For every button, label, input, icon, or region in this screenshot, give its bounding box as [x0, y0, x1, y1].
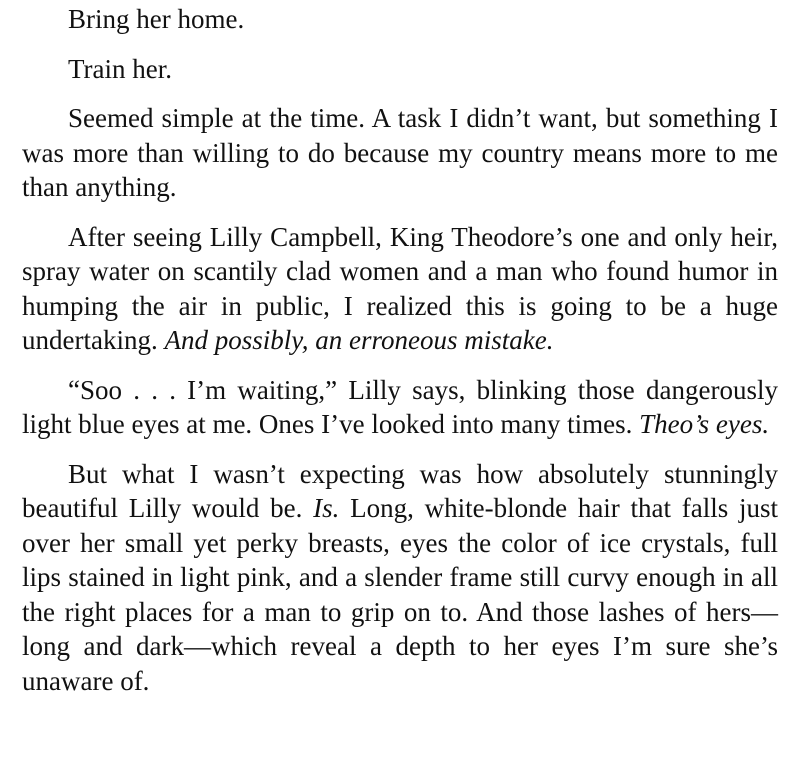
- italic-phrase: Theo’s eyes.: [639, 409, 770, 439]
- paragraph-1: [22, 2, 778, 37]
- paragraph-text: Train her.: [68, 53, 173, 84]
- italic-phrase: And possibly, an erroneous mistake.: [164, 325, 554, 355]
- paragraph-6: [22, 457, 778, 699]
- paragraph-text: Bring her home.: [68, 4, 245, 34]
- italic-phrase: Is.: [313, 493, 340, 523]
- paragraph-text: But what I wasn’t expecting was how absolutely stunningly beautiful Lilly would be.: [22, 458, 778, 523]
- paragraph-text: Long, white-blonde hair that falls just over her small yet perky breasts, eyes the color of ice crystals, full lips stained in light pink, and a slender frame still curvy enough in all the right places for a man to grip on to. And those lashes of hers—long and dark—which reveal a depth to her eyes I’m sure she’s unaware of.: [22, 493, 778, 696]
- paragraph-3: [22, 101, 778, 205]
- paragraph-2: [22, 52, 778, 87]
- paragraph-text: Seemed simple at the time. A task I didn’t want, but something I was more than willing to do because my country means more to me than anything.: [22, 103, 778, 202]
- paragraph-text: “Soo . . . I’m waiting,” Lilly says, blinking those dangerously light blue eyes at me. Ones I’ve looked into many times.: [22, 374, 778, 439]
- paragraph-5: [22, 373, 778, 442]
- paragraph-text: After seeing Lilly Campbell, King Theodore’s one and only heir, spray water on scantily clad women and a man who found humor in humping the air in public, I realized this is going to be a huge undertaking.: [22, 221, 778, 355]
- paragraph-4: [22, 220, 778, 358]
